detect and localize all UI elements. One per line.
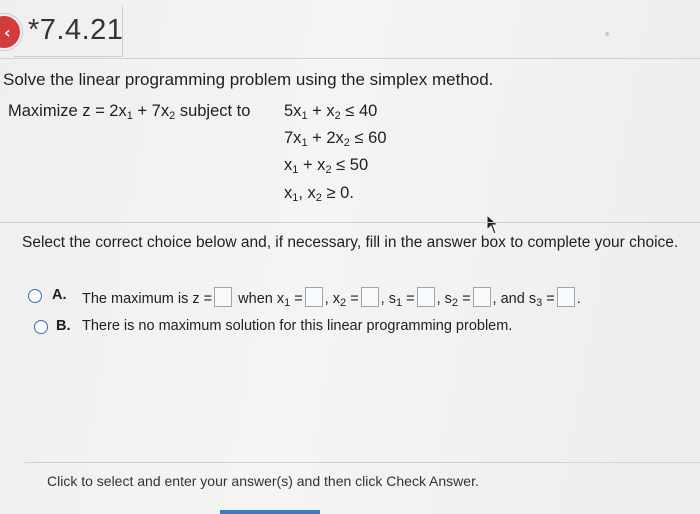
answer-box-x2[interactable] — [361, 287, 379, 307]
divider — [0, 222, 700, 223]
option-b-letter: B. — [56, 318, 71, 334]
dot-decoration — [605, 32, 609, 36]
mouse-cursor-icon — [486, 214, 500, 236]
divider — [25, 462, 700, 463]
constraint-2: $7x_1 + 2x_2 \le 60$ — [284, 129, 387, 149]
option-a-text: The maximum is z = when $x_1$ = , $x_2$ = , $s_1$ = , $s_2$ = , and $s_3$ = . — [82, 287, 581, 309]
answer-box-s3[interactable] — [557, 287, 575, 307]
problem-statement: Solve the linear programming problem using the simplex method. — [3, 70, 494, 89]
option-b-radio[interactable] — [34, 320, 48, 334]
constraint-nonnegativity: $x_1$, $x_2 \ge 0$. — [284, 184, 354, 204]
objective-function: Maximize $z = 2x_1 + 7x_2$ subject to — [8, 102, 251, 122]
chevron-left-icon: ‹ — [4, 23, 11, 42]
option-a-letter: A. — [52, 287, 67, 303]
constraint-3: $x_1 + x_2 \le 50$ — [284, 156, 369, 176]
option-b-text: There is no maximum solution for this linear programming problem. — [82, 318, 513, 334]
check-answer-button-edge[interactable] — [220, 510, 320, 514]
answer-box-x1[interactable] — [305, 287, 323, 307]
constraint-1: $5x_1 + x_2 \le 40$ — [284, 102, 378, 122]
question-number: *7.4.21 — [28, 14, 124, 46]
answer-box-s1[interactable] — [417, 287, 435, 307]
option-a-radio[interactable] — [28, 289, 42, 303]
answer-box-s2[interactable] — [473, 287, 491, 307]
footer-instruction: Click to select and enter your answer(s) and then click Check Answer. — [47, 473, 479, 489]
answer-box-z[interactable] — [214, 287, 232, 307]
divider — [0, 58, 700, 59]
instruction-prompt: Select the correct choice below and, if necessary, fill in the answer box to complete your choice. — [22, 234, 679, 251]
